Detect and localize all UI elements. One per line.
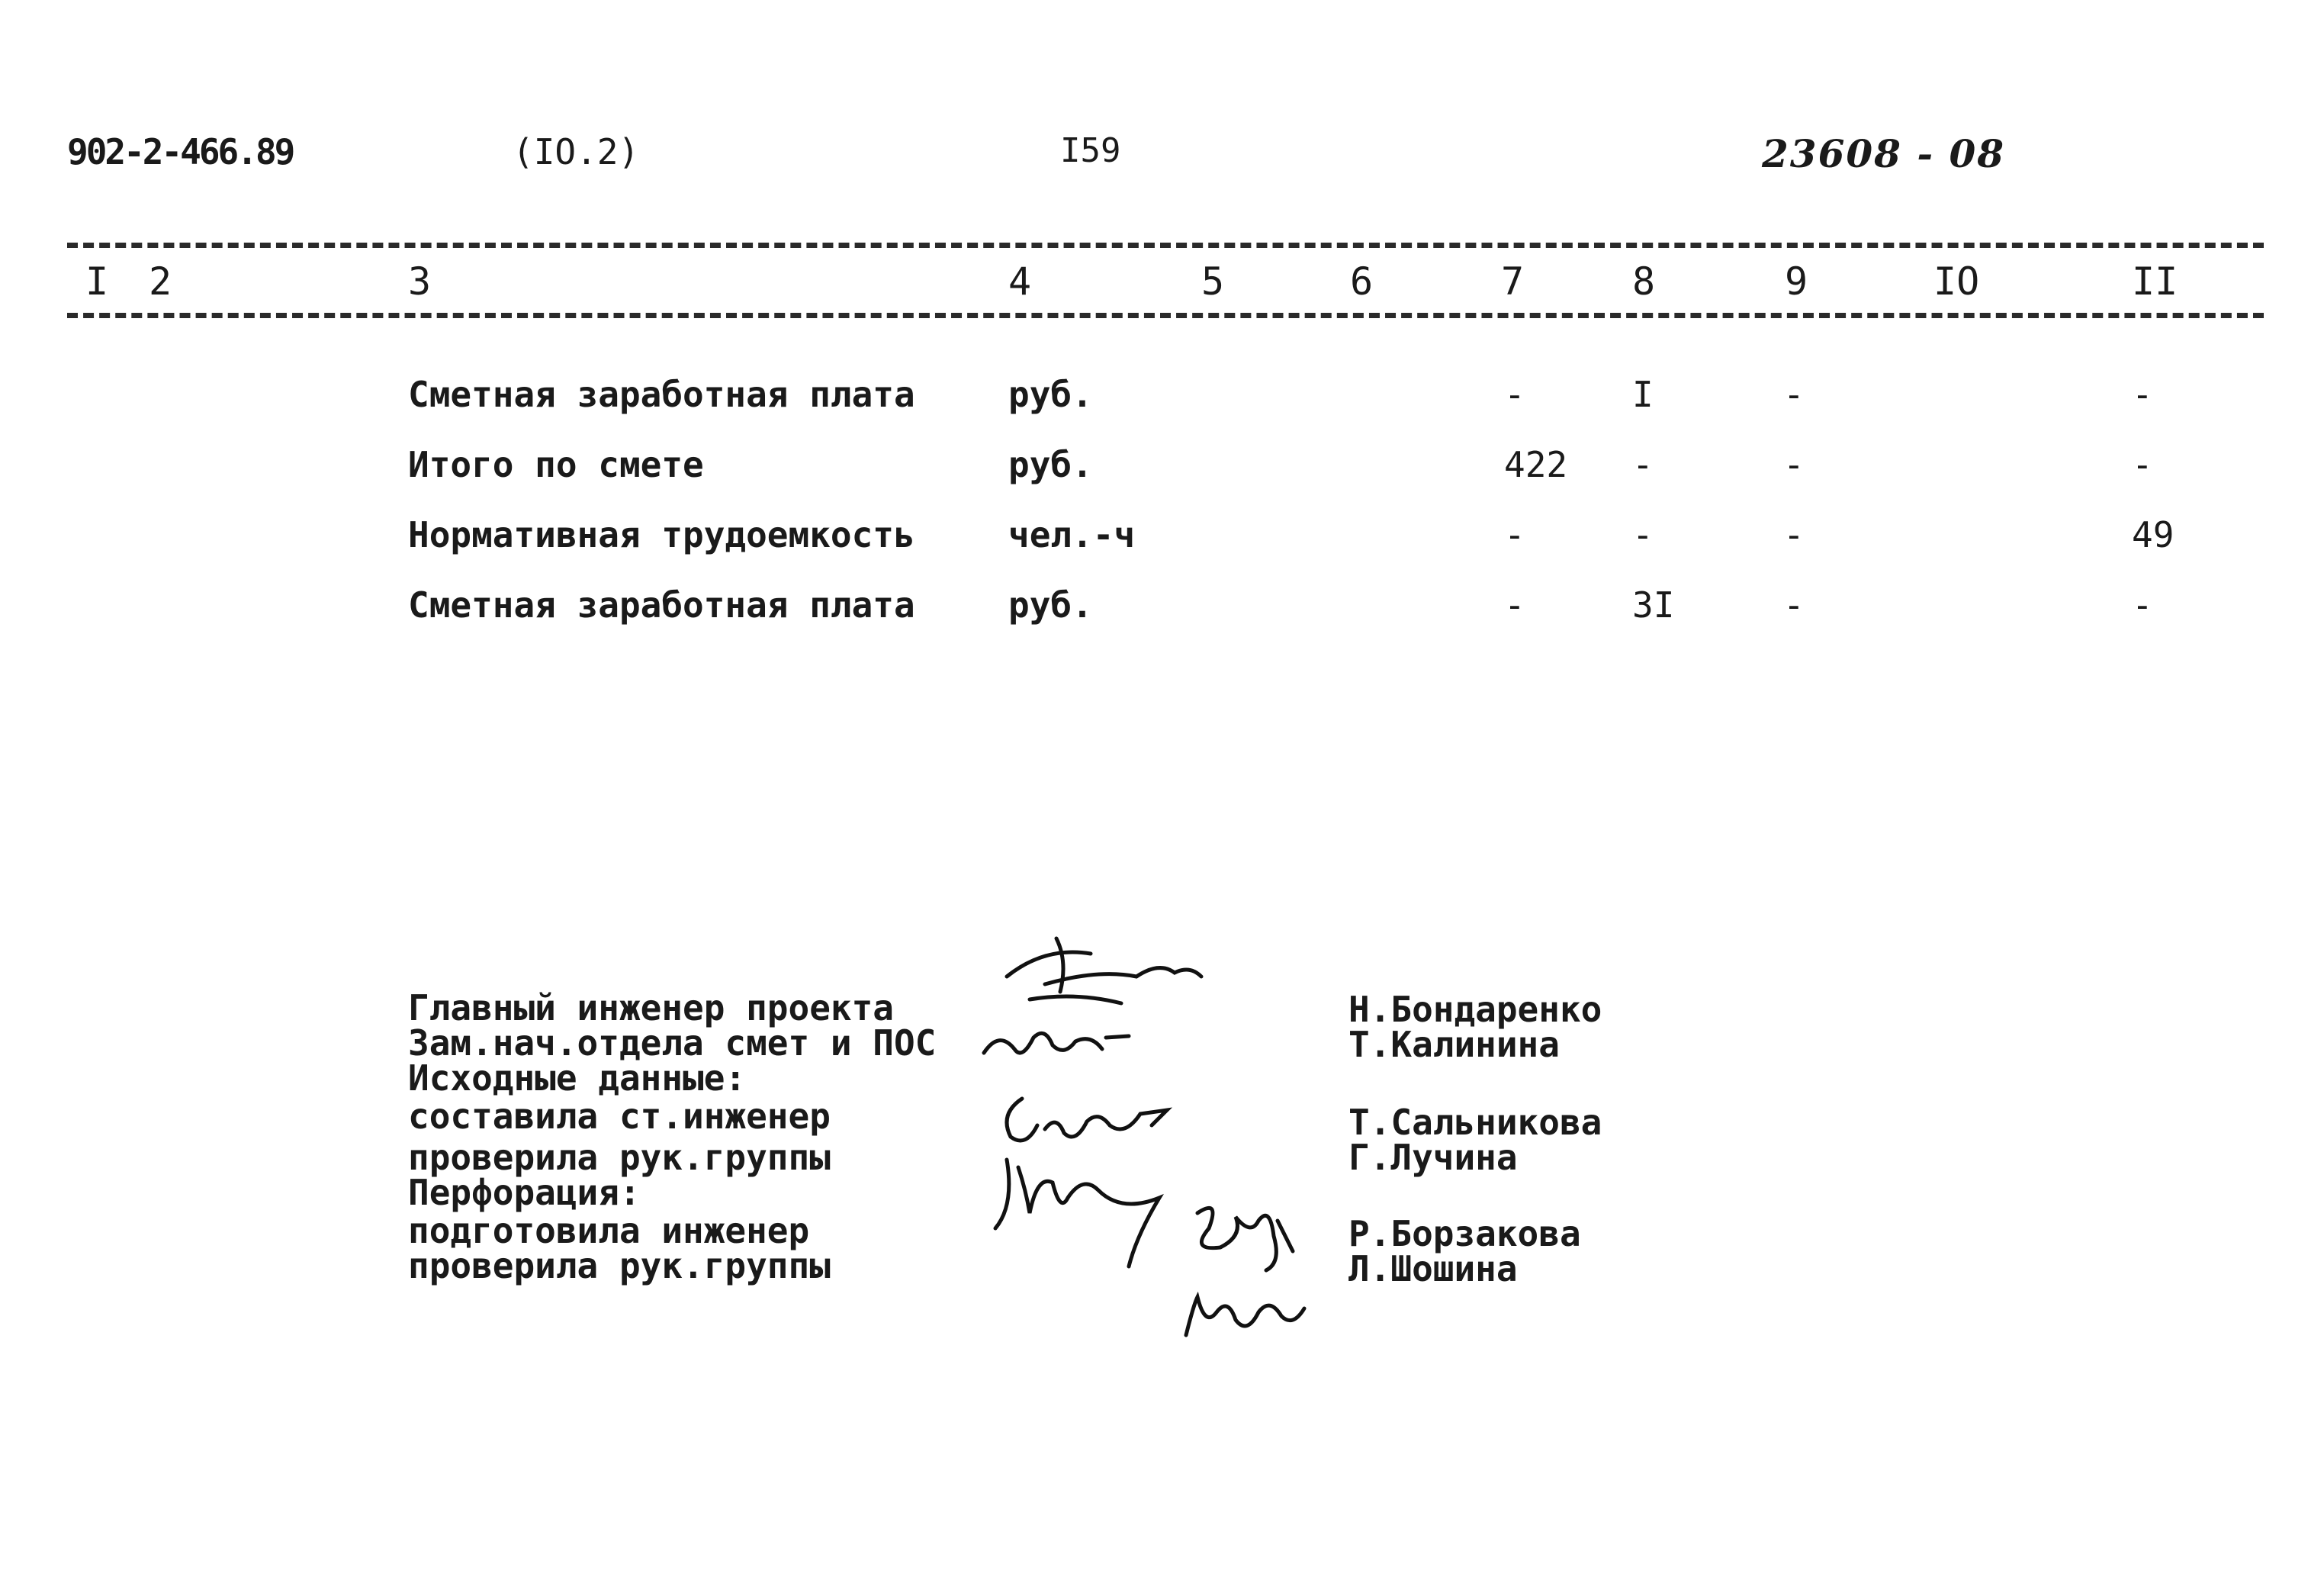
role-line: Исходные данные: <box>408 1057 747 1099</box>
row-col8: I <box>1632 374 1654 415</box>
row-col11: - <box>2132 374 2153 415</box>
column-number: 8 <box>1632 259 1656 304</box>
signature-scribble <box>976 1015 1159 1068</box>
signature-scribble <box>1175 1190 1304 1274</box>
role-line: проверила рук.группы <box>408 1137 831 1178</box>
role-line: Главный инженер проекта <box>408 987 894 1028</box>
row-unit: руб. <box>1008 444 1093 485</box>
row-name: Итого по смете <box>408 444 704 485</box>
inventory-number: 23608 - 08 <box>1762 131 2006 176</box>
signature-scribble <box>984 931 1213 1015</box>
role-line: подготовила инженер <box>408 1210 810 1251</box>
row-col11: - <box>2132 444 2153 485</box>
column-number: 6 <box>1350 259 1374 304</box>
row-col11: - <box>2132 584 2153 626</box>
page-number: I59 <box>1060 131 1121 170</box>
row-name: Сметная заработная плата <box>408 584 915 626</box>
row-unit: руб. <box>1008 374 1093 415</box>
row-col9: - <box>1783 374 1805 415</box>
row-name: Нормативная трудоемкость <box>408 514 915 555</box>
column-number: 3 <box>408 259 432 304</box>
row-col11: 49 <box>2132 514 2175 555</box>
signer-name: Т.Калинина <box>1348 1024 1560 1065</box>
column-number: 7 <box>1501 259 1525 304</box>
signer-name: Т.Сальникова <box>1348 1102 1602 1143</box>
column-number: II <box>2132 259 2178 304</box>
row-col7: - <box>1504 584 1525 626</box>
section-number: (IO.2) <box>513 131 640 172</box>
column-number: IO <box>1933 259 1980 304</box>
signer-name: Р.Борзакова <box>1348 1213 1581 1254</box>
row-col8: 3I <box>1632 584 1675 626</box>
column-number: 9 <box>1785 259 1808 304</box>
signer-name: Н.Бондаренко <box>1348 989 1602 1030</box>
table-top-rule <box>67 243 2264 248</box>
row-col7: 422 <box>1504 444 1568 485</box>
column-number: I <box>85 259 109 304</box>
column-number: 2 <box>149 259 172 304</box>
role-line: проверила рук.группы <box>408 1245 831 1286</box>
row-col9: - <box>1783 514 1805 555</box>
row-col7: - <box>1504 514 1525 555</box>
row-unit: чел.-ч <box>1008 514 1136 555</box>
role-line: составила ст.инженер <box>408 1096 831 1137</box>
document-code: 902-2-466.89 <box>67 131 294 172</box>
row-col9: - <box>1783 584 1805 626</box>
row-col7: - <box>1504 374 1525 415</box>
role-line: Перфорация: <box>408 1172 641 1213</box>
role-line: Зам.нач.отдела смет и ПОС <box>408 1022 937 1064</box>
row-unit: руб. <box>1008 584 1093 626</box>
signature-scribble <box>992 1083 1190 1152</box>
row-name: Сметная заработная плата <box>408 374 915 415</box>
table-bottom-rule <box>67 313 2264 318</box>
signer-name: Г.Лучина <box>1348 1137 1518 1178</box>
row-col8: - <box>1632 444 1654 485</box>
column-number: 5 <box>1201 259 1225 304</box>
signer-name: Л.Шошина <box>1348 1248 1518 1289</box>
row-col9: - <box>1783 444 1805 485</box>
signature-scribble <box>1175 1274 1312 1350</box>
row-col8: - <box>1632 514 1654 555</box>
signature-scribble <box>984 1144 1182 1274</box>
column-number: 4 <box>1008 259 1032 304</box>
